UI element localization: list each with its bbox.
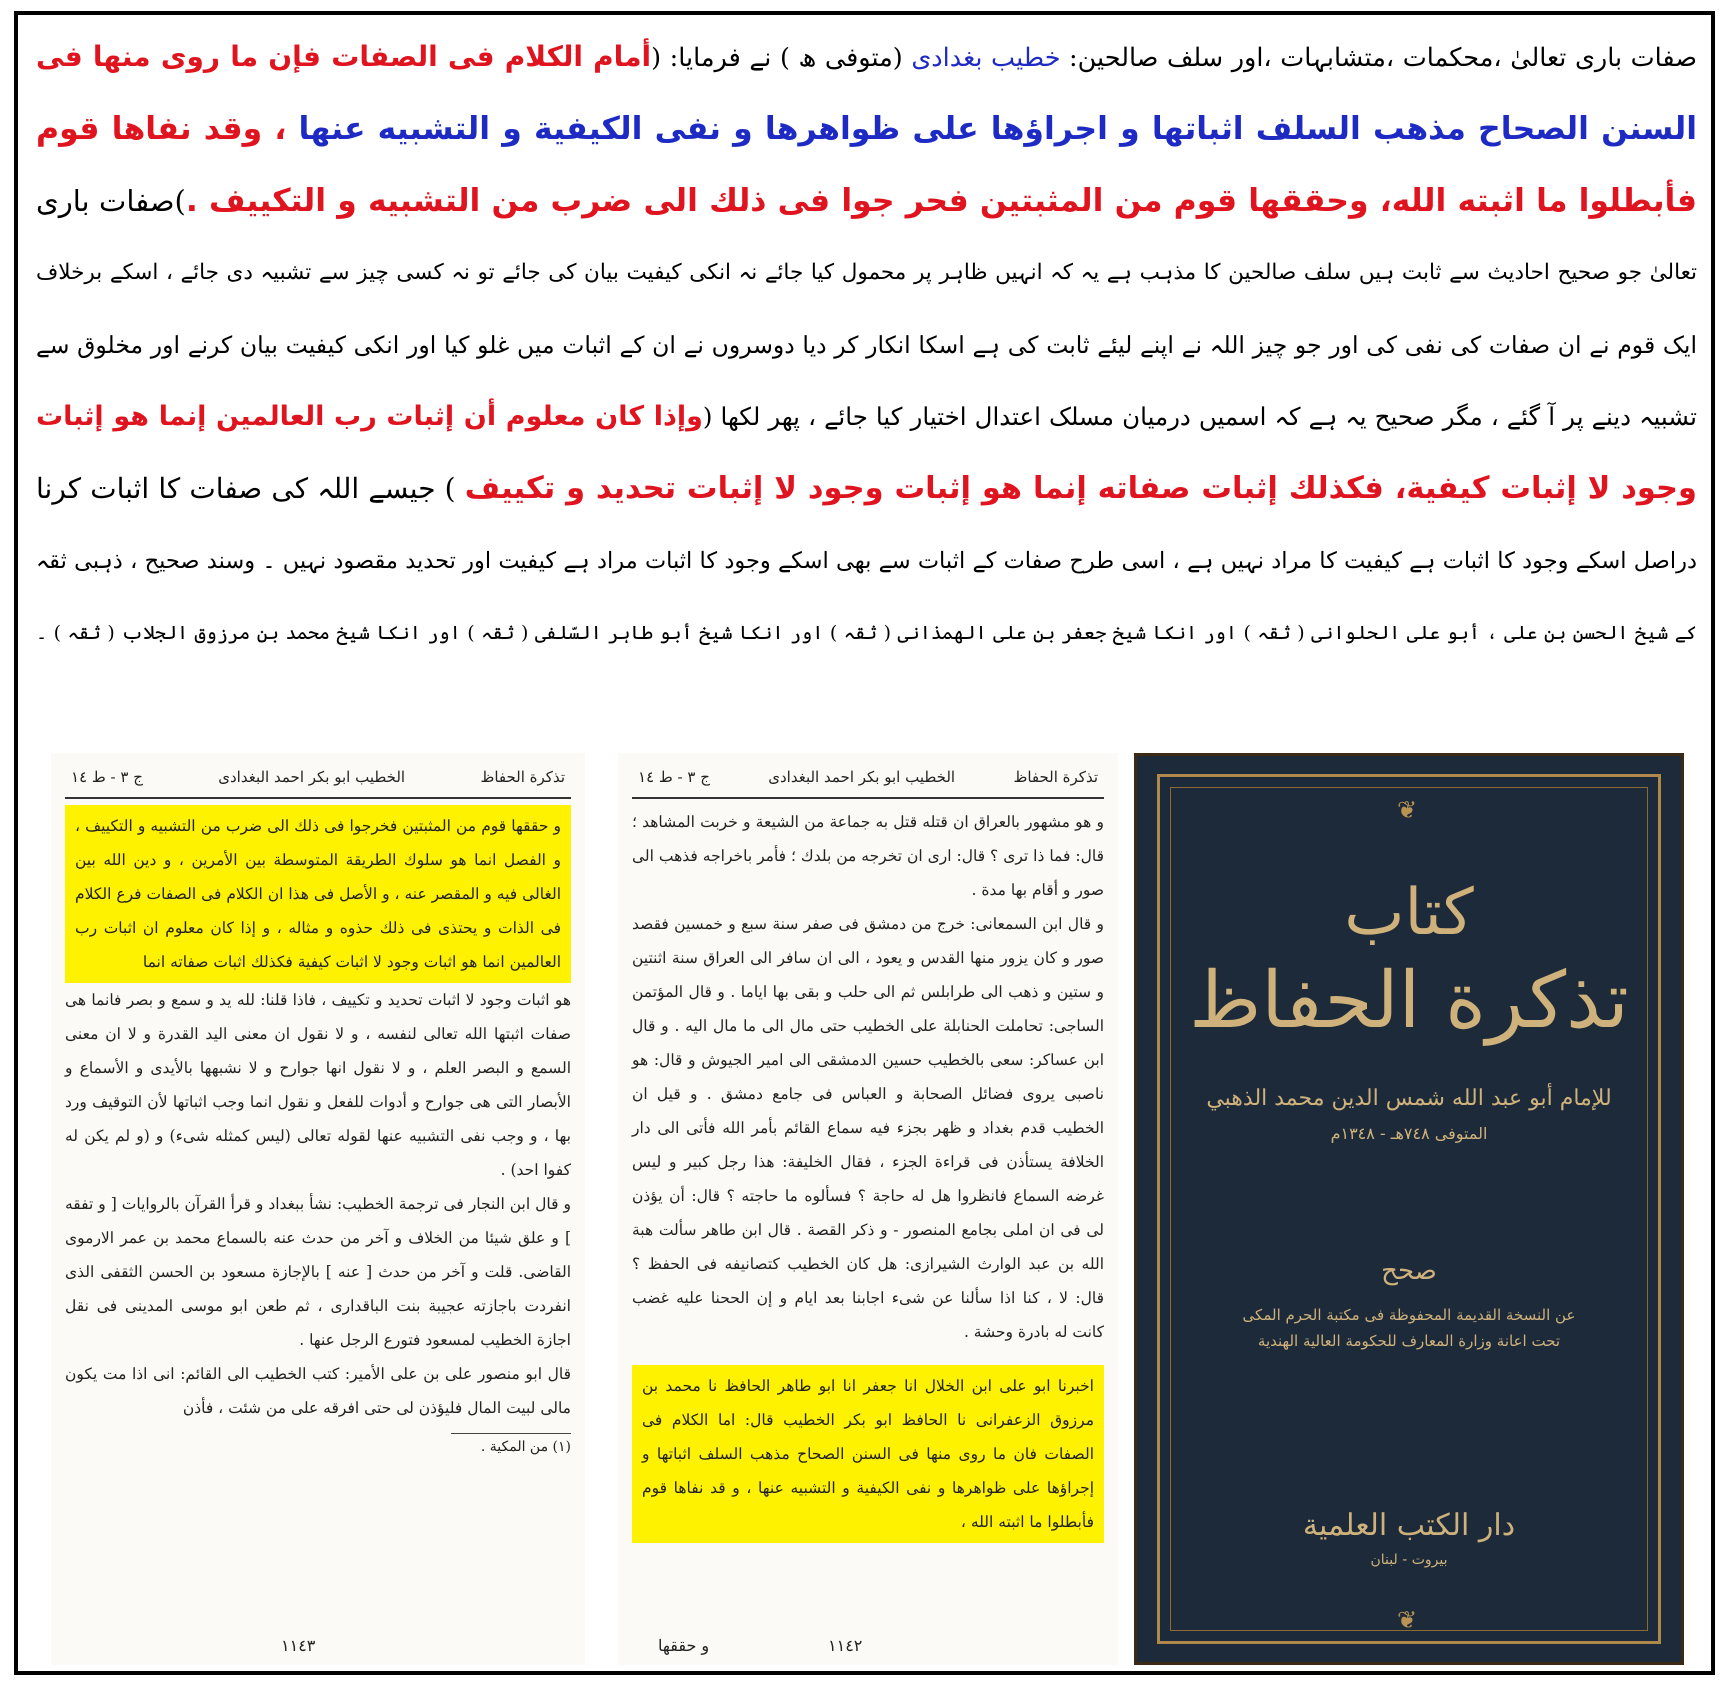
page-header <box>632 757 1104 799</box>
text-line <box>36 237 1697 309</box>
text-line <box>36 93 1697 165</box>
header-chapter: الخطيب ابو بكر احمد البغدادى <box>218 768 406 786</box>
scanned-page-1142 <box>618 753 1118 1665</box>
paragraph: قال ابو منصور على بن على الأمير: كتب الخطيب الى القائم: انى اذا مت يكون مالى لبيت المال فليؤذن لى حتى افرقه على من شئت ، فأذن <box>65 1365 571 1417</box>
cover-publisher: دار الكتب العلمية <box>1302 1508 1516 1543</box>
paragraph: و هو مشهور بالعراق ان قتله قتل به جماعة من الشيعة و خربت المشاهد ؛ قال: فما ذا ترى ؟ قال: ارى ان تخرجه من بلدك ؛ فأمر باخراجه فذهب الى صور و أقام بها مدة . <box>632 813 1104 899</box>
page-number: ١١٤٢ <box>828 1636 863 1655</box>
urdu-text-block <box>18 15 1711 743</box>
page-number: ١١٤٣ <box>281 1636 316 1655</box>
cover-date: المتوفى ٧٤٨هـ - ١٣٤٨م <box>1330 1124 1488 1143</box>
catch-word: و حققها <box>658 1636 710 1655</box>
text-segment: ایک قوم نے ان صفات کی نفی کی اور جو چیز اللہ نے اپنے لیئے ثابت کی ہے اسکا انکار کر دیا دوسروں نے ان کے اثبات میں غلو کیا اور انکی کیفیت بیان کرنے اور مخلوق سے <box>36 331 1697 359</box>
header-book-title: تذكرة الحفاظ <box>480 768 565 786</box>
header-book-title: تذكرة الحفاظ <box>1013 768 1098 786</box>
paragraph: هو اثبات وجود لا اثبات تحديد و تكييف ، فاذا قلنا: لله يد و سمع و بصر فانما هى صفات اثبتها الله تعالى لنفسه ، و لا نقول ان معنى اليد القدرة و لا ان معنى السمع و البصر العلم ، و لا نقول انها جوارح و لا نشبهها بالأيدى و الأسماع و الأبصار التى هى جوارح و أدوات للفعل و نقول انما وجب اثباتها لأن التوقيف ورد بها ، و وجب نفى التشبيه عنها لقوله تعالى (ليس كمثله شىء) و (و لم يكن له كفوا احد) . <box>65 991 571 1179</box>
page-body <box>626 799 1110 1543</box>
text-segment: وإذا كان معلوم أن إثبات رب العالمين إنما هو إثبات <box>36 401 703 432</box>
text-segment: ) جیسے اللہ کی صفات کا اثبات کرنا <box>36 472 465 505</box>
text-line <box>36 381 1697 453</box>
cover-corrected-label: صحح <box>1381 1256 1437 1286</box>
text-segment: (متوفی ھ ) نے فرمایا: ( <box>651 43 912 73</box>
text-segment: فأبطلوا ما اثبته الله، وحققها قوم من المثبتين فحر جوا فى ذلك الى ضرب من التشبيه و التكييف . <box>185 183 1697 219</box>
text-segment: تعالیٰ جو صحیح احادیث سے ثابت ہیں سلف صالحین کا مذہب ہے یہ کہ انہیں ظاہر پر محمول کیا جائے نہ انکی کیفیت بیان کی جائے تو نہ کسی چیز سے تشبیہ دی جائے ، اسکے برخلاف <box>36 260 1697 285</box>
book-cover <box>1134 753 1684 1665</box>
paragraph: و قال ابن السمعانى: خرج من دمشق فى صفر سنة سبع و خمسين فقصد صور و كان يزور منها القدس و يعود ، الى ان سافر الى العراق سنة اثنتين و ستين و ذهب الى طرابلس ثم الى حلب و بقى بها اياما . و قال المؤتمن الساجى: تحاملت الحنابلة على الخطيب حتى مال الى ما مال اليه . و قال ابن عساكر: سعى بالخطيب حسين الدمشقى الى امير الجيوش و قال: هو ناصبى يروى فضائل الصحابة و العباس فى جامع دمشق . و قيل ان الخطيب قدم بغداد و ظهر بجزء فيه سماع القائم بأمر الله فأتى الى دار الخلافة يستأذن فى قراءة الجزء ، فقال الخليفة: هذا رجل كبير و ليس غرضه السماع فانظروا هل له حاجة ؟ فسألوه ما حاجته ؟ قال: أن يؤذن لى فى ان املى بجامع المنصور - و ذكر القصة . قال ابن طاهر سألت هبة الله بن عبد الوارث الشيرازى: هل كان الخطيب كتصانيفه فى الحفظ ؟ قال: لا ، كنا اذا سألنا عن شىء اجابنا بعد ايام و إن الححنا عليه غضب كانت له بادرة وحشة . <box>632 915 1104 1341</box>
footnote: (١) من المكية . <box>480 1439 571 1455</box>
text-segment: أمام الكلام فى الصفات فإن ما روى منها فى <box>36 40 652 73</box>
cover-city: بيروت - لبنان <box>1370 1552 1448 1568</box>
ornament-icon: ❦ <box>1397 1606 1418 1634</box>
scanned-page-1143 <box>51 753 585 1665</box>
cover-author: للإمام أبو عبد الله شمس الدين محمد الذهبي <box>1206 1086 1612 1111</box>
text-line <box>36 309 1697 381</box>
page-body <box>59 799 577 1460</box>
text-segment: )صفات باری <box>36 184 186 218</box>
page-header <box>65 757 571 799</box>
cover-source-line: عن النسخة القديمة المحفوظة فى مكتبة الحرم المكى <box>1242 1306 1576 1324</box>
text-line <box>36 453 1697 525</box>
text-line <box>36 165 1697 237</box>
text-line <box>36 525 1697 597</box>
text-segment: السنن الصحاح مذهب السلف اثباتها و اجراؤها على ظواهرها و نفى الكيفية و التشبيه عنها <box>298 111 1697 147</box>
text-line <box>36 597 1697 669</box>
text-segment: صفات باری تعالیٰ ،محکمات ،متشابہات ،اور سلف صالحین: <box>1060 43 1697 73</box>
header-volume: ج ٣ - ط ١٤ <box>638 768 710 786</box>
header-chapter: الخطيب ابو بكر احمد البغدادى <box>768 768 956 786</box>
text-segment: کے شیخ الحسن بن علی ، أبو علی الحلوانی ( ثقہ ) اور انکا شیخ جعفر بن علی الھمذانی ( ثقہ ) اور انکا شیخ أبو طاہر السّلفی ( ثقہ ) اور انکا شیخ محمد بن مرزوق الجلاب ( ثقہ ) ۔ <box>36 622 1697 644</box>
paragraph: و قال ابن النجار فى ترجمة الخطيب: نشأ ببغداد و قرأ القرآن بالروايات [ و تفقه ] و علق شيئا من الخلاف و آخر من حدث عنه بالسماع محمد بن عمر الارموى القاضى. قلت و آخر من حدث [ عنه ] بالإجازة مسعود بن الحسن الثقفى الذى انفردت باجازته عجيبة بنت الباقدارى ، ثم طعن ابو موسى المدينى فى نقل اجازة الخطيب لمسعود فتورع الرجل عنها . <box>65 1195 571 1349</box>
text-line <box>36 21 1697 93</box>
text-segment: خطیب بغدادی <box>911 43 1061 73</box>
highlighted-passage: و حققها قوم من المثبتين فخرجوا فى ذلك الى ضرب من التشبيه و التكييف ، و الفصل انما هو سلوك الطريقة المتوسطة بين الأمرين ، و دين الله بين الغالى فيه و المقصر عنه ، و الأصل فى هذا ان الكلام فى الصفات فرع الكلام فى الذات و يحتذى فى ذلك حذوه و مثاله ، و إذا كان معلوم ان اثبات رب العالمين انما هو اثبات وجود لا اثبات كيفية فكذلك اثبات صفاته انما <box>65 805 571 983</box>
text-segment: دراصل اسکے وجود کا اثبات ہے کیفیت کا مراد نہیں ہے ، اسی طرح صفات کے اثبات سے بھی اسکے وجود کا اثبات مراد ہے کیفیت اور تحدید مقصود نہیں ۔ وسند صحیح ، ذہبی ثقہ <box>36 548 1697 574</box>
cover-title-kitab: كتاب <box>1344 876 1474 950</box>
cover-title: تذكرة الحفاظ <box>1189 956 1629 1046</box>
cover-source-line: تحت اعانة وزارة المعارف للحكومة العالية الهندية <box>1257 1332 1561 1350</box>
ornament-icon: ❦ <box>1397 796 1418 824</box>
text-segment: ، وقد نفاها قوم <box>36 111 299 147</box>
header-volume: ج ٣ - ط ١٤ <box>71 768 143 786</box>
highlighted-passage: اخبرنا ابو على ابن الخلال انا جعفر انا ابو طاهر الحافظ نا محمد بن مرزوق الزعفرانى نا الحافظ ابو بكر الخطيب قال: اما الكلام فى الصفات فان ما روى منها فى السنن الصحاح مذهب السلف اثباتها و إجراؤها على ظواهرها و نفى الكيفية و التشبيه عنها ، و قد نفاها قوم فأبطلوا ما اثبته الله ، <box>632 1365 1104 1543</box>
page-frame <box>14 11 1715 1675</box>
text-segment: تشبیہ دینے پر آ گئے ، مگر صحیح یہ ہے کہ اسمیں درمیان مسلک اعتدال اختیار کیا جائے ، پھر لکھا ( <box>702 402 1697 431</box>
text-segment: وجود لا إثبات كيفية، فكذلك إثبات صفاته إنما هو إثبات وجود لا إثبات تحديد و تكييف <box>464 471 1697 506</box>
